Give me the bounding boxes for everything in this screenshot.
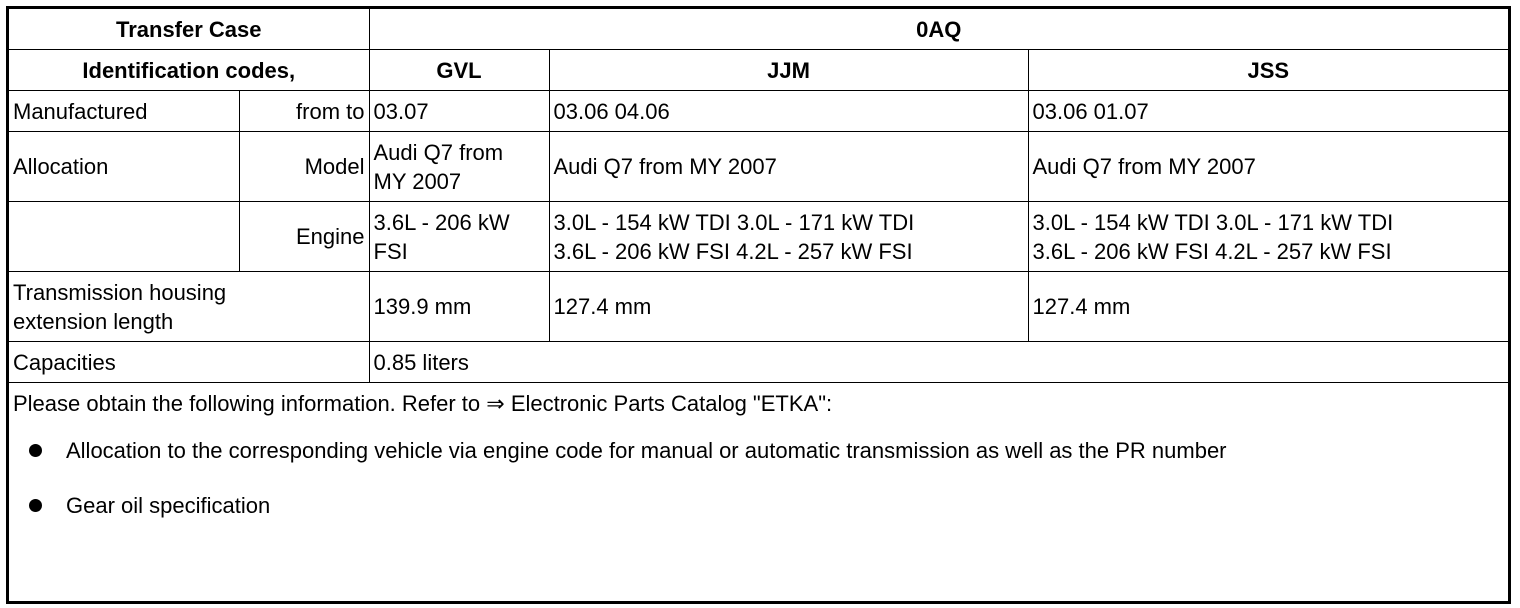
engine-jss-line-2: 3.6L - 206 kW FSI 4.2L - 257 kW FSI bbox=[1032, 238, 1392, 264]
note-bullet-text: Gear oil specification bbox=[66, 493, 271, 518]
housing-length-jjm: 127.4 mm bbox=[549, 272, 1028, 342]
allocation-engine-row bbox=[9, 202, 1508, 272]
model-jjm bbox=[549, 132, 1028, 202]
housing-length-gvl: 139.9 mm bbox=[369, 272, 549, 342]
list-item bbox=[13, 491, 1504, 520]
manufactured-row bbox=[9, 91, 1508, 132]
manufactured-gvl: 03.07 bbox=[369, 91, 549, 132]
transfer-case-spec-table bbox=[9, 9, 1508, 599]
bullet-dot-icon bbox=[29, 499, 42, 512]
manufactured-jjm: 03.06 04.06 bbox=[549, 91, 1028, 132]
header-row-transfer-case bbox=[9, 9, 1508, 50]
spec-table-frame bbox=[6, 6, 1511, 604]
manufactured-label: Manufactured bbox=[9, 91, 239, 132]
model-jss bbox=[1028, 132, 1508, 202]
transfer-case-code: 0AQ bbox=[369, 9, 1508, 50]
bullet-dot-icon bbox=[29, 444, 42, 457]
transfer-case-label: Transfer Case bbox=[9, 9, 369, 50]
capacities-row bbox=[9, 342, 1508, 383]
note-bullet-list bbox=[13, 436, 1504, 520]
engine-jjm-line-1: 3.0L - 154 kW TDI 3.0L - 171 kW TDI bbox=[553, 209, 915, 235]
header-row-id-codes bbox=[9, 50, 1508, 91]
engine-jss-line-1: 3.0L - 154 kW TDI 3.0L - 171 kW TDI bbox=[1032, 209, 1394, 235]
allocation-label: Allocation bbox=[9, 132, 239, 202]
engine-jjm bbox=[549, 202, 1028, 272]
id-code-jss: JSS bbox=[1028, 50, 1508, 91]
list-item bbox=[13, 436, 1504, 465]
identification-codes-label: Identification codes, bbox=[9, 50, 369, 91]
housing-length-row bbox=[9, 272, 1508, 342]
manufactured-jss: 03.06 01.07 bbox=[1028, 91, 1508, 132]
manufactured-sublabel: from to bbox=[239, 91, 369, 132]
engine-gvl-line-1: 3.6L - 206 kW bbox=[373, 209, 510, 235]
capacities-label: Capacities bbox=[9, 342, 369, 383]
model-gvl bbox=[369, 132, 549, 202]
id-code-gvl: GVL bbox=[369, 50, 549, 91]
engine-gvl bbox=[369, 202, 549, 272]
engine-label: Engine bbox=[239, 202, 369, 272]
model-jjm-line-1: Audi Q7 from MY 2007 bbox=[553, 154, 777, 179]
id-code-jjm: JJM bbox=[549, 50, 1028, 91]
engine-gvl-line-2: FSI bbox=[373, 238, 408, 264]
engine-jjm-line-2: 3.6L - 206 kW FSI 4.2L - 257 kW FSI bbox=[553, 238, 913, 264]
note-bullet-text: Allocation to the corresponding vehicle via engine code for manual or automatic transmission as well as the PR number bbox=[66, 438, 1227, 463]
allocation-model-row bbox=[9, 132, 1508, 202]
note-intro: Please obtain the following information. Refer to ⇒ Electronic Parts Catalog "ETKA": bbox=[13, 391, 833, 416]
engine-jss bbox=[1028, 202, 1508, 272]
model-jss-line-1: Audi Q7 from MY 2007 bbox=[1032, 154, 1256, 179]
housing-length-label-line-2: extension length bbox=[13, 308, 174, 334]
note-row bbox=[9, 383, 1508, 600]
housing-length-label bbox=[9, 272, 369, 342]
model-gvl-line-2: MY 2007 bbox=[373, 168, 462, 194]
capacities-value: 0.85 liters bbox=[369, 342, 1508, 383]
model-label: Model bbox=[239, 132, 369, 202]
allocation-empty-cell bbox=[9, 202, 239, 272]
housing-length-jss: 127.4 mm bbox=[1028, 272, 1508, 342]
note-cell bbox=[9, 383, 1508, 600]
model-gvl-line-1: Audi Q7 from bbox=[373, 139, 504, 165]
housing-length-label-line-1: Transmission housing bbox=[13, 279, 227, 305]
